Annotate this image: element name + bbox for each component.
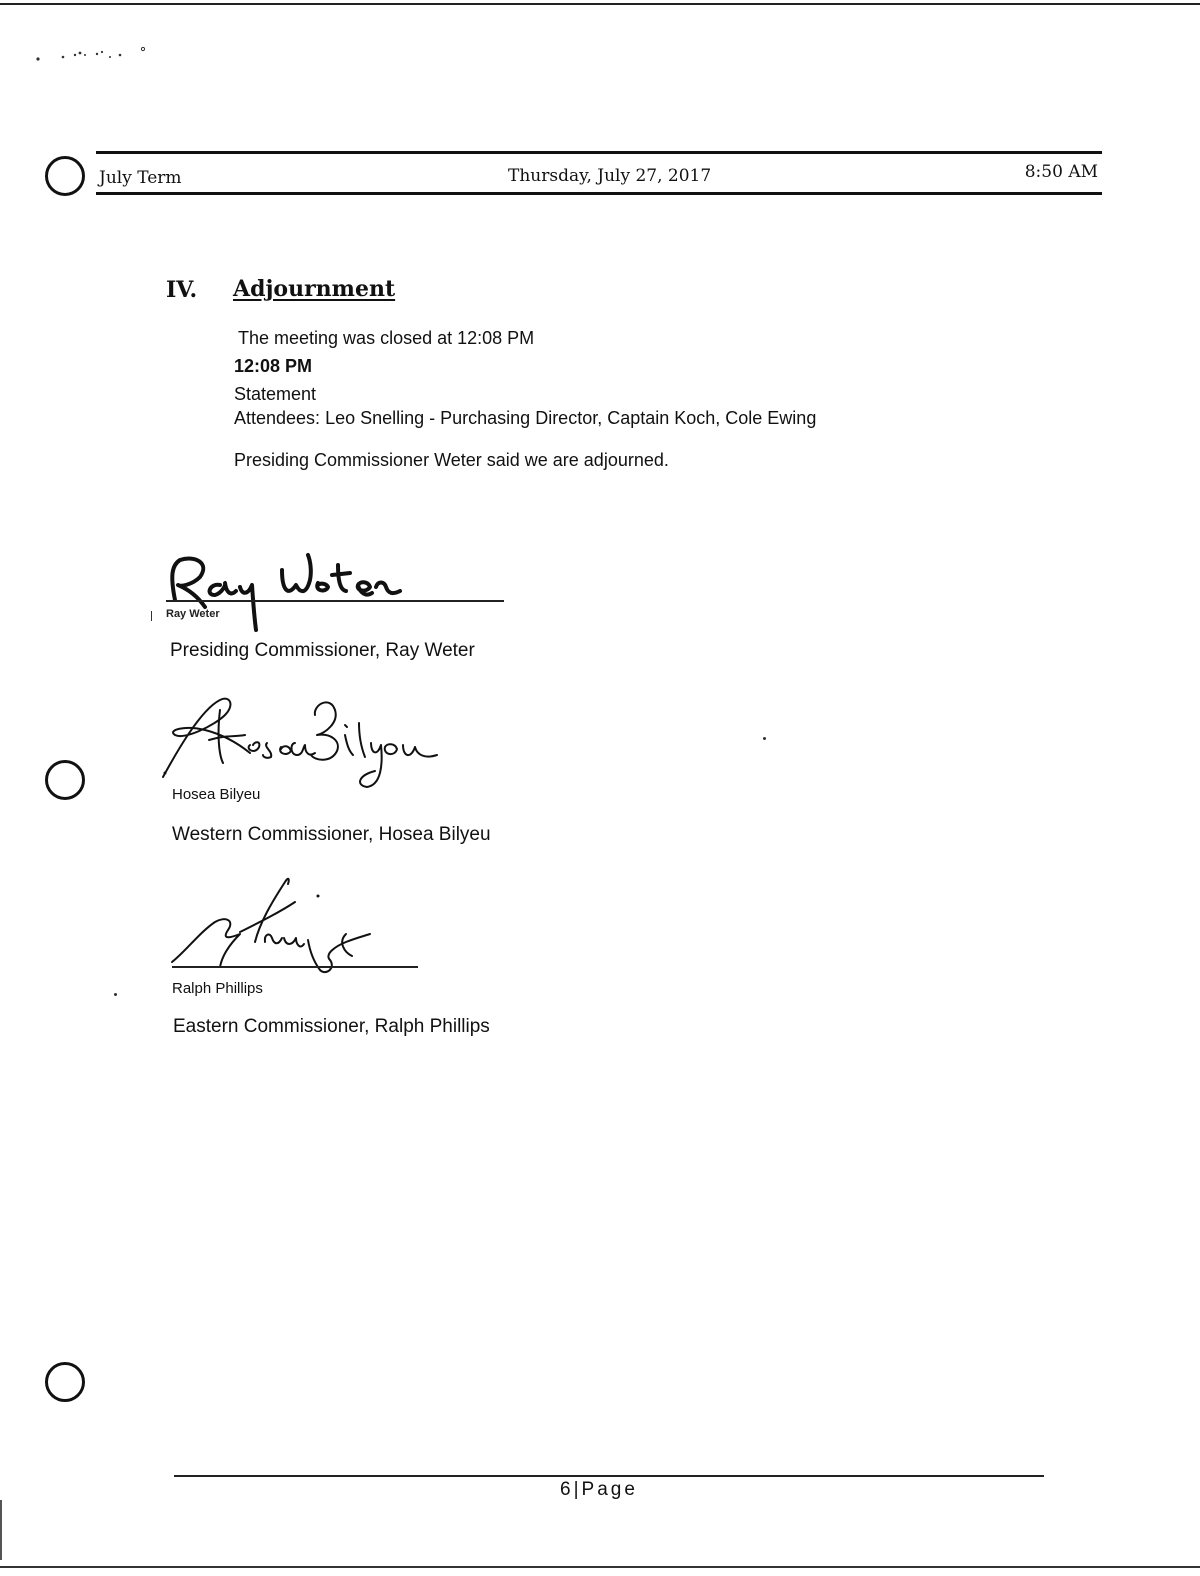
signature-line — [172, 966, 418, 968]
binder-hole — [45, 760, 85, 800]
signature-line — [166, 600, 504, 602]
meeting-closed-line: The meeting was closed at 12:08 PM — [238, 328, 535, 348]
page-label: Page — [581, 1479, 638, 1500]
footer-rule — [174, 1475, 1044, 1477]
binder-hole — [45, 156, 85, 196]
scan-speck — [763, 737, 766, 740]
scan-left-edge — [0, 1500, 2, 1560]
scan-mark — [151, 611, 152, 621]
adjourned-line: Presiding Commissioner Weter said we are adjourned. — [234, 450, 669, 470]
signature-ray-weter — [150, 535, 450, 635]
section-title: Adjournment — [233, 276, 396, 302]
signature-hosea-bilyeu — [145, 685, 465, 795]
time-line: 12:08 PM — [234, 356, 313, 376]
signer-role: Western Commissioner, Hosea Bilyeu — [172, 824, 491, 845]
header-date: Thursday, July 27, 2017 — [508, 166, 712, 186]
statement-line: Statement — [234, 384, 317, 404]
header-rule-top — [96, 151, 1102, 154]
scan-specks — [30, 40, 160, 70]
signer-printed-name: Hosea Bilyeu — [172, 786, 261, 803]
signer-printed-name: Ray Weter — [166, 608, 220, 620]
binder-hole — [45, 1362, 85, 1402]
page-number: 6|Page — [560, 1479, 638, 1500]
attendees-line: Attendees: Leo Snelling - Purchasing Director, Captain Koch, Cole Ewing — [234, 408, 817, 428]
signer-role: Eastern Commissioner, Ralph Phillips — [173, 1016, 490, 1037]
header-rule-bottom — [96, 192, 1102, 195]
section-number: IV. — [166, 277, 198, 303]
page-number-value: 6 — [560, 1479, 574, 1500]
header-term: July Term — [99, 168, 182, 188]
signer-printed-name: Ralph Phillips — [172, 980, 263, 997]
scan-speck — [114, 993, 117, 996]
scan-top-edge — [0, 3, 1200, 5]
header-time: 8:50 AM — [1024, 162, 1098, 182]
scan-bottom-edge — [0, 1566, 1200, 1568]
signer-role: Presiding Commissioner, Ray Weter — [170, 640, 475, 661]
